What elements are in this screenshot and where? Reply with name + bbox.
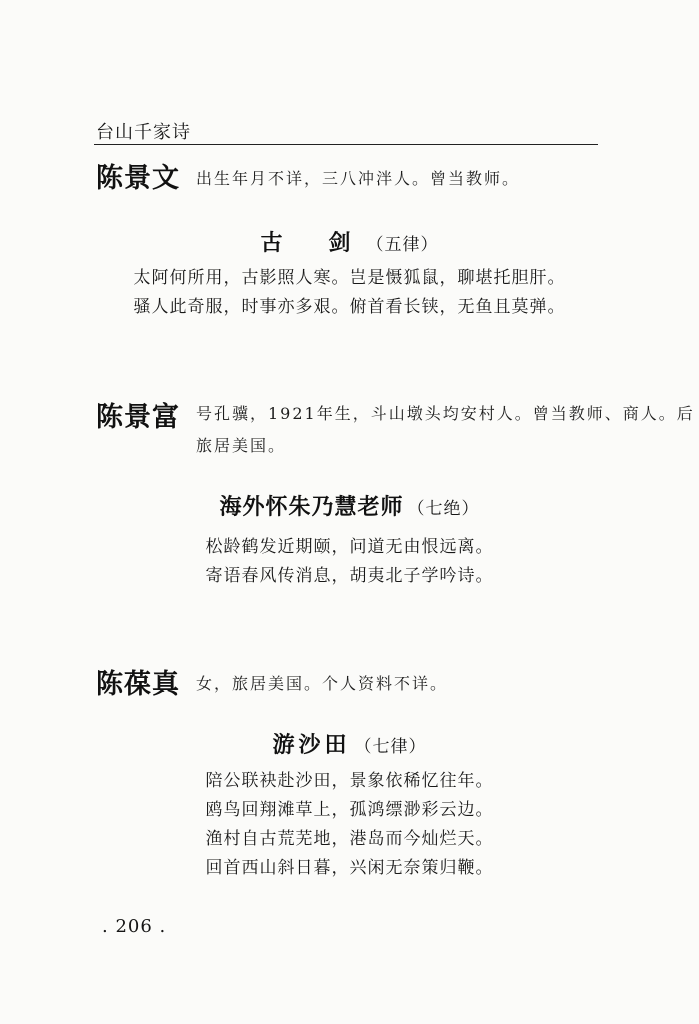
poem-line: 骚人此奇服，时事亦多艰。俯首看长铗，无鱼且莫弹。 [133,297,566,317]
poet-name: 陈葆真 [96,669,180,700]
poem-line: 渔村自古荒芜地，港岛而今灿烂天。 [205,829,494,849]
poem-line: 松龄鹤发近期颐，问道无由恨远离。 [205,537,494,557]
page-number: . 206 . [102,916,167,937]
poet-name: 陈景文 [96,163,180,194]
header-rule [94,144,598,145]
poem-title [0,728,699,759]
poem-body [0,264,699,322]
poem-line: 回首西山斜日暮，兴闲无奈策归鞭。 [205,858,494,878]
running-header: 台山千家诗 [96,122,191,143]
poet-bio: 出生年月不详，三八冲泮人。曾当教师。 [196,169,521,188]
poem-line: 太阿何所用，古影照人寒。岂是慑狐鼠，聊堪托胆肝。 [133,268,566,288]
poem-body [0,533,699,591]
poem-line: 陪公联袂赴沙田，景象依稀忆往年。 [205,771,494,791]
poem-title-text: 游沙田 [272,733,351,758]
poem-form: （五律） [366,235,439,255]
poem-title-text: 海外怀朱乃慧老师 [219,495,404,520]
poem-title [0,226,699,257]
poem-title [0,490,699,521]
poem-line: 鸥鸟回翔滩草上，孤鸿缥渺彩云边。 [205,800,494,820]
poem-line: 寄语春风传消息，胡夷北子学吟诗。 [205,566,494,586]
poem-form: （七绝） [407,499,480,519]
poem-body [0,767,699,883]
poet-bio-text: 号孔骥，1921年生，斗山墩头均安村人。曾当教师、商人。后旅居美国。 [196,404,695,455]
poet-bio: 女，旅居美国。个人资料不详。 [196,674,449,693]
poem-title-text: 古 剑 [260,231,363,256]
poet-name: 陈景富 [96,402,180,433]
poem-form: （七律） [354,737,427,757]
poet-bio [196,398,699,462]
